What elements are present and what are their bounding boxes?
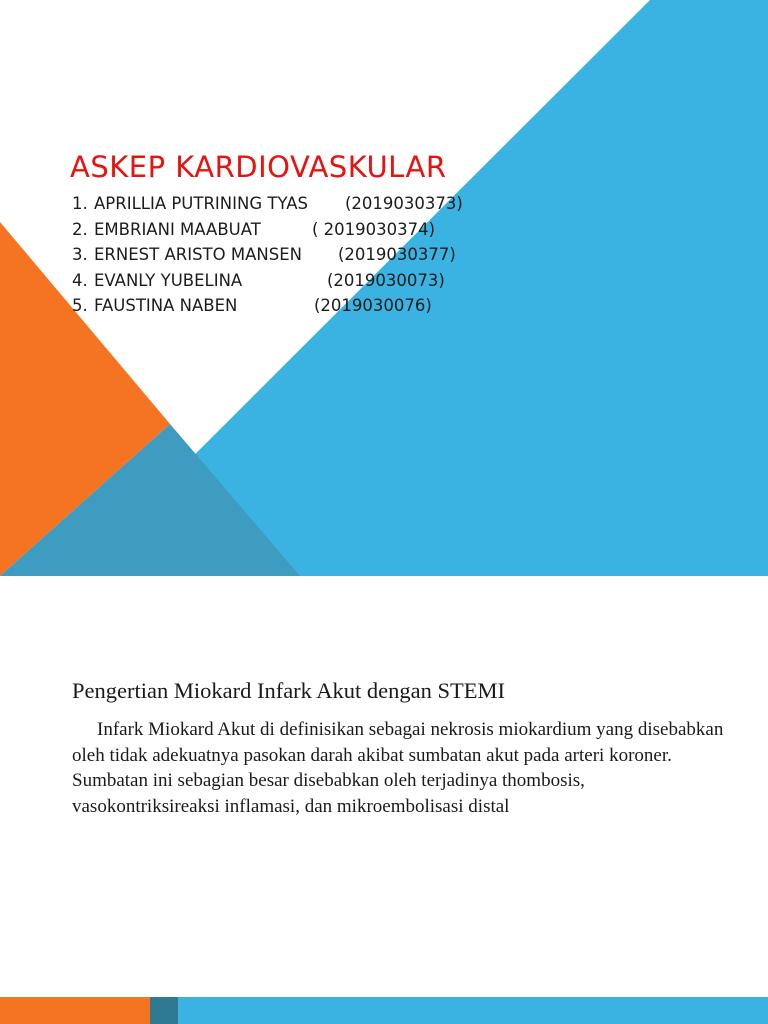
member-number: 3. [72,245,88,264]
member-name: EMBRIANI MAABUAT [94,219,261,239]
member-name: FAUSTINA NABEN [94,296,238,315]
bottom-teal-triangle [150,997,178,1024]
member-number: 2. [72,219,88,239]
member-number: 4. [72,270,88,290]
section-heading: Pengertian Miokard Infark Akut dengan STEMI [72,678,506,703]
member-name: ERNEST ARISTO MANSEN [94,245,302,264]
member-id: (2019030073) [327,270,445,290]
member-name: EVANLY YUBELINA [94,270,243,290]
bottom-blue-band [178,997,768,1024]
slide-title: ASKEP KARDIOVASKULAR [70,150,447,184]
definition-paragraph: Infark Miokard Akut di definisikan sebagai nekrosis miokardium yang disebabkan oleh tidak adekuatnya pasokan darah akibat sumbatan akut pada arteri koroner. Sumbatan ini sebagian besar disebabkan oleh terjadinya thombosis, vasokontriksireaksi inflamasi, dan mikroembolisasi distal [72,719,724,817]
member-id: (2019030373) [345,194,463,213]
member-name: APRILLIA PUTRINING TYAS [94,194,309,213]
member-number: 5. [72,296,88,315]
member-id: (2019030076) [314,296,432,315]
member-id: (2019030377) [338,245,456,264]
member-number: 1. [72,194,88,213]
bottom-orange-triangle [0,997,150,1024]
member-id: ( 2019030374) [312,219,436,239]
